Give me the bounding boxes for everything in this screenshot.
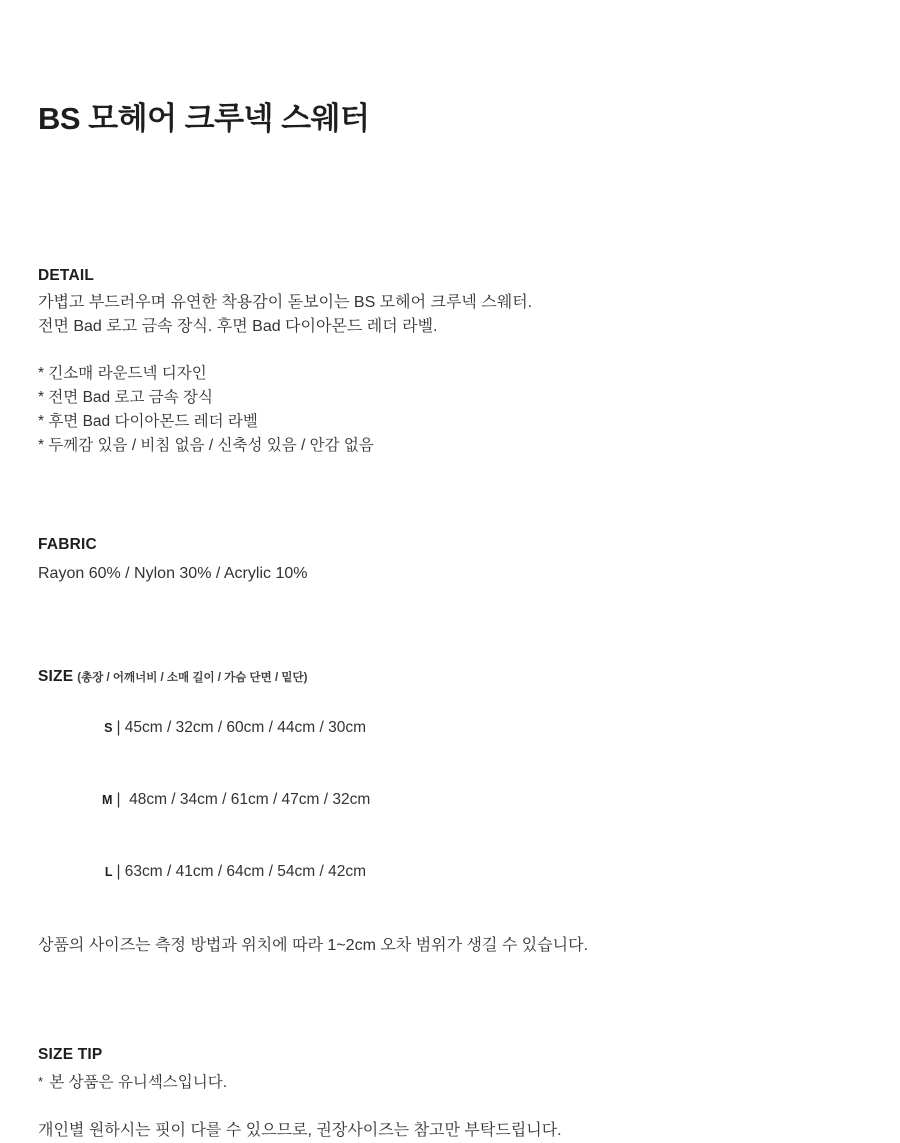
size-section <box>38 668 862 958</box>
list-item: * 후면 Bad 다이아몬드 레더 라벨 <box>38 413 258 431</box>
size-heading <box>38 668 862 686</box>
size-tip-section <box>38 1046 862 1143</box>
size-table <box>38 692 862 908</box>
size-values: | 63cm / 41cm / 64cm / 54cm / 42cm <box>116 863 366 881</box>
size-tip-heading: SIZE TIP <box>38 1046 103 1064</box>
detail-description-line-1: 가볍고 부드러우며 유연한 착용감이 돋보이는 BS 모헤어 크루넥 스웨터. <box>38 294 533 312</box>
table-row <box>38 692 862 764</box>
size-tip-line <box>38 1070 862 1092</box>
detail-section <box>38 267 862 458</box>
detail-description-line-2: 전면 Bad 로고 금속 장식. 후면 Bad 다이아몬드 레더 라벨. <box>38 318 438 336</box>
asterisk-icon: * <box>38 1074 44 1090</box>
size-values: | 45cm / 32cm / 60cm / 44cm / 30cm <box>116 719 366 737</box>
fabric-section <box>38 536 862 586</box>
table-row <box>38 836 862 908</box>
page-title: BS 모헤어 크루넥 스웨터 <box>38 101 370 136</box>
size-heading-sub: (총장 / 어깨너비 / 소매 길이 / 가슴 단면 / 밑단) <box>77 672 308 685</box>
fabric-heading: FABRIC <box>38 536 97 554</box>
size-heading-label: SIZE <box>38 668 74 686</box>
list-item: * 두께감 있음 / 비침 없음 / 신축성 있음 / 안감 없음 <box>38 437 374 455</box>
size-values: | 48cm / 34cm / 61cm / 47cm / 32cm <box>116 791 371 809</box>
size-label: S <box>104 721 113 736</box>
detail-bullet-list <box>38 362 862 458</box>
table-row <box>38 764 862 836</box>
list-item: * 긴소매 라운드넥 디자인 <box>38 365 207 383</box>
size-tip-text: 본 상품은 유니섹스입니다. <box>49 1074 227 1092</box>
size-tolerance-note: 상품의 사이즈는 측정 방법과 위치에 따라 1~2cm 오차 범위가 생길 수 있습니다. <box>38 937 589 955</box>
list-item: * 전면 Bad 로고 금속 장식 <box>38 389 213 407</box>
detail-heading: DETAIL <box>38 267 95 285</box>
size-tip-note: 개인별 원하시는 핏이 다를 수 있으므로, 권장사이즈는 참고만 부탁드립니다. <box>38 1122 562 1140</box>
size-label: L <box>104 865 113 880</box>
fabric-composition: Rayon 60% / Nylon 30% / Acrylic 10% <box>38 565 308 583</box>
size-label: M <box>102 793 113 808</box>
